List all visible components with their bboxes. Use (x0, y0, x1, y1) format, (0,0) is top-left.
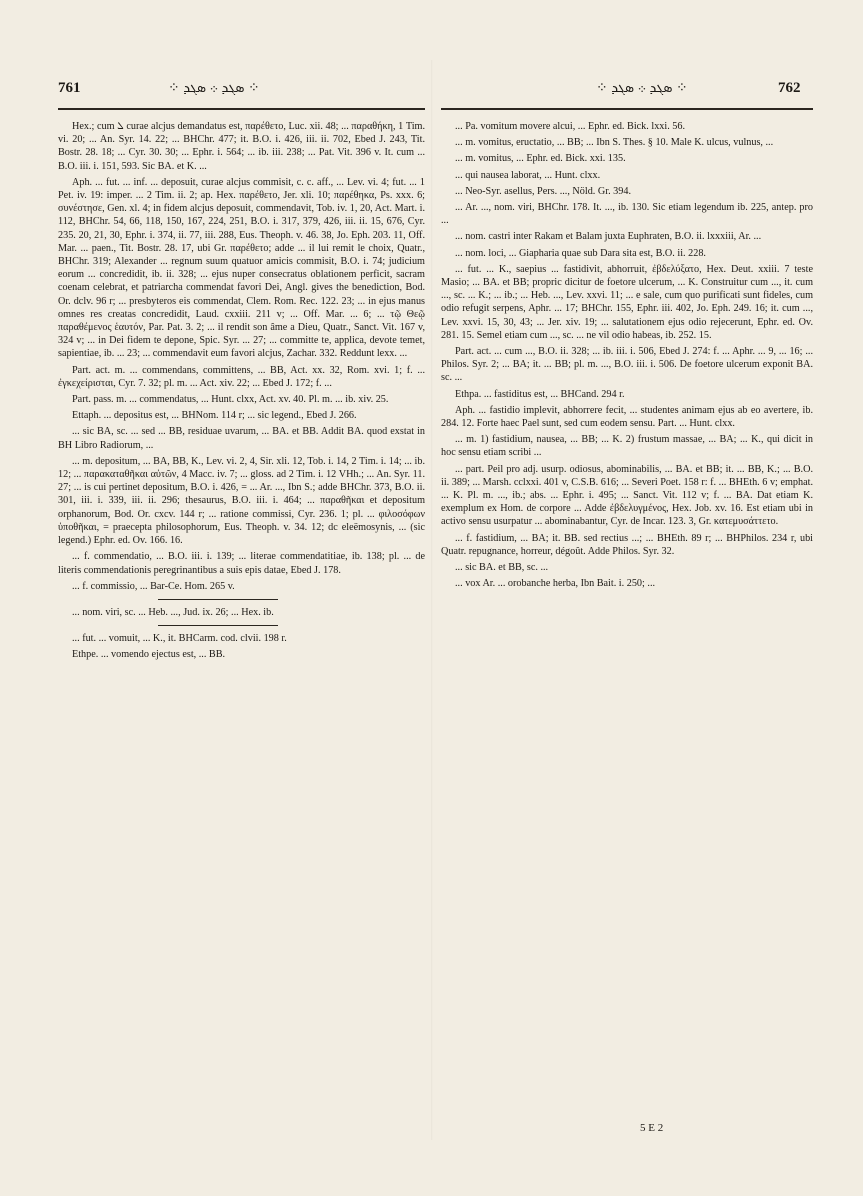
entry-paragraph: ... f. commendatio, ... B.O. iii. i. 139; ... literae commendatitiae, ib. 138; pl. ... de literis commendationis peregrinantibus a suis epis datae, Ebed J. 178. (58, 551, 425, 576)
entry-paragraph: ... nom. loci, ... Giapharia quae sub Dara sita est, B.O. ii. 228. (455, 247, 706, 259)
entry-paragraph: ... m. 1) fastidium, nausea, ... BB; ... K. 2) frustum massae, ... BA; ... K., qui dicit in hoc sensu etiam scribi ... (441, 434, 813, 459)
section-divider (158, 599, 278, 600)
entry-paragraph: ... Ar. ..., nom. viri, BHChr. 178. It. ..., ib. 130. Sic etiam legendum ib. 225, antep. pro ... (441, 202, 813, 227)
entry-paragraph: ... m. vomitus, ... Ephr. ed. Bick. xxi. 135. (455, 153, 626, 165)
right-page-number: 762 (778, 80, 801, 96)
entry-paragraph: ... part. Peil pro adj. usurp. odiosus, abominabilis, ... BA. et BB; it. ... BB, K.; ... B.O. ii. 389; ... Marsh. cclxxi. 401 v, C.S.B. 616; ... Severi Poet. 158 r: f. ... BHEth. 6 v; emphat. ... K. Pl. m. ..., ib.; abs. ... Ephr. i. 495; ... Sanct. Vit. 112 v; f. ... BA. Dat etiam K. exemplum ex Hom. de corpore ... Adde ἐβδελυγμένος, Hex. Job. xv. 16. Est etiam ubi in activo sensu usurpatur ... abominabantur, Cyr. de Incar. 123. 3, Gr. κατεμυσάττετο. (441, 463, 813, 528)
right-column (441, 120, 813, 1120)
section-divider (158, 625, 278, 626)
entry-paragraph: ... fut. ... K., saepius ... fastidivit, abhorruit, ἐβδελύξατο, Hex. Deut. xxiii. 7 teste Masio; ... BA. et BB; propric dicitur de foetore ulcerum, ... K. Construitur cum ..., it. cum ..., sc. ... K.; ... ib.; ... Heb. ..., Lev. xxvi. 11; ... e sale, cum quo purificati sunt fideles, cum odio refugit serpens, Aphr. ... 17; BHChr. 155, Ephr. iii. 402, Jo. Eph. 249. 16; it. cum ..., Lev. xxvi. 15, 30, 43; ... Jer. xiv. 19; ... salutationem ejus odio rejecerunt, Ephr. ed. Ov. 281. 15. Semel etiam cum ..., sc. ... ne vil odio habeas, ib. 252. 15. (441, 263, 813, 341)
entry-paragraph: ... m. vomitus, eructatio, ... BB; ... Ibn S. Thes. § 10. Male K. ulcus, vulnus, ... (455, 137, 774, 149)
left-running-head: ⁘ ܣܓܕ ܀ ܣܓܕ ⁘ (168, 81, 260, 96)
right-running-head: ⁘ ܣܓܕ ܀ ܣܓܕ ⁘ (596, 81, 688, 96)
column-gutter (431, 60, 433, 1140)
entry-paragraph: ... qui nausea laborat, ... Hunt. clxx. (455, 169, 601, 181)
entry-paragraph: ... nom. viri, sc. ... Heb. ..., Jud. ix. 26; ... Hex. ib. (72, 606, 274, 618)
entry-paragraph: ... m. depositum, ... BA, BB, K., Lev. vi. 2, 4, Sir. xli. 12, Tob. i. 14, 2 Tim. i. 14; ... ib. 12; ... παρακαταθῆκαι αὐτῶν, 4 Macc. iv. 7; ... gloss. ad 2 Tim. i. 12 VHh.; ... An. Syr. 11. 27; ... is cui pertinet depositum, B.O. i. 426, = ... Ar. ..., Ibn S.; adde BHChr. 373, B.O. ii. 301, iii. i. 339, iii. ii. 296; thesaurus, B.O. iii. i. 464; ... παραθῆκαι et depositum orphanorum, Bod. Or. cxcv. 144 r; ... ratione commissi, Cyr. 236. 1; pl. ... φιλοσόφων ὑποθῆκαι, = praecepta philosophorum, Eus. Theoph. v. 34. 12; dc eleëmosynis, ... (sic legend.) Ephr. ed. Ov. 166. 16. (58, 455, 425, 547)
entry-paragraph: ... sic BA, sc. ... sed ... BB, residuae uvarum, ... BA. et BB. Addit BA. quod exstat in BH Libro Radiorum, ... (58, 426, 425, 451)
printer-signature: 5 E 2 (640, 1122, 664, 1134)
left-column (58, 120, 425, 1120)
entry-paragraph: Hex.; cum ܠ curae alcjus demandatus est, παρέθετο, Luc. xii. 48; ... παραθήκη, 1 Tim. vi. 20; ... An. Syr. 14. 22; ... BHChr. 477; it. B.O. i. 426, iii. ii. 702, Ebed J. 243, Tit. Bostr. 28. 18; ... Cyr. 30. 30; ... Ephr. i. 564; ... ib. iii. 238; ... Pat. Vit. 396 v. It. cum ... B.O. iii. i. 151, 593. Sic BA. et K. ... (58, 121, 425, 172)
entry-paragraph: Ettaph. ... depositus est, ... BHNom. 114 r; ... sic legend., Ebed J. 266. (72, 410, 357, 422)
entry-paragraph: Part. act. ... cum ..., B.O. ii. 328; ... ib. iii. i. 506, Ebed J. 274: f. ... Aphr. ... 9, ... 16; ... Philos. Syr. 2; ... BA; it. ... BB; pl. m. ..., B.O. iii. i. 506. De foetore ulcerum exponit BA. sc. ... (441, 346, 813, 384)
entry-paragraph: ... fut. ... vomuit, ... K., it. BHCarm. cod. clvii. 198 r. (72, 633, 287, 645)
entry-paragraph: Part. act. m. ... commendans, committens, ... BB, Act. xx. 32, Rom. xvi. 1; f. ... ἐγκεχείρισται, Cyr. 7. 32; pl. m. ... Act. xiv. 22; ... Ebed J. 172; f. ... (58, 364, 425, 389)
entry-paragraph: Ethpe. ... vomendo ejectus est, ... BB. (72, 649, 226, 661)
entry-paragraph: ... f. commissio, ... Bar-Ce. Hom. 265 v. (72, 580, 235, 592)
entry-paragraph: ... sic BA. et BB, sc. ... (455, 562, 549, 574)
entry-paragraph: Aph. ... fastidio implevit, abhorrere fecit, ... studentes animam ejus ab eo avertere, ib. 284. 12. Forte haec Pael sunt, sed cum eodem sensu. Part. ... Hunt. clxx. (441, 404, 813, 430)
entry-paragraph: Part. pass. m. ... commendatus, ... Hunt. clxx, Act. xv. 40. Pl. m. ... ib. xiv. 25. (72, 394, 389, 406)
left-page-number: 761 (58, 80, 81, 96)
entry-paragraph: ... vox Ar. ... orobanche herba, Ibn Bait. i. 250; ... (455, 578, 656, 590)
entry-paragraph: ... f. fastidium, ... BA; it. BB. sed rectius ...; ... BHEth. 89 r; ... BHPhilos. 234 r, ubi Quatr. repugnance, horreur, dégoût. Adde Philos. Syr. 32. (441, 532, 813, 557)
entry-paragraph: ... Pa. vomitum movere alcui, ... Ephr. ed. Bick. lxxi. 56. (455, 121, 686, 132)
entry-paragraph: ... nom. castri inter Rakam et Balam juxta Euphraten, B.O. ii. lxxxiii, Ar. ... (455, 231, 762, 243)
right-header-rule (441, 108, 813, 110)
left-header-rule (58, 108, 425, 110)
entry-paragraph: Ethpa. ... fastiditus est, ... BHCand. 294 r. (455, 388, 625, 400)
entry-paragraph: Aph. ... fut. ... inf. ... deposuit, curae alcjus commisit, c. c. aff., ... Lev. vi. 4; fut. ... 1 Pet. iv. 19: imper. ... 2 Tim. ii. 2; ap. Hex. παρέθετο, Jer. xli. 10; παρέθηκα, Ps. xxx. 6; συνέστησε, Gen. xl. 4; in fidem alcjus deposuit, commendavit, Tob. iv. 1, 20, Act. Mart. i. 112, BHChr. 54, 66, 118, 150, 167, 224, 251, B.O. i. 317, 379, 426, iii. ii. 15, 676, Cyr. 235. 20, 21, 30, Ephr. i. 374, ii. 77, iii. 288, Eus. Theoph. v. 46. 38, Jo. Eph. 203. 11, Off. Mar. ... paen., Tit. Bostr. 28. 17, ubi Gr. παρέθετο; adde ... il lui remit le choix, Quatr., BHChr. 319; Alexander ... regnum suum quatuor amicis commisit, B.O. i. 74; judicium eorum ... concredidit, ib. ii. 328; ... ejus nuper consecratus oblationem perficit, sacram coenam celebrat, et patriarcha commendat favori Dei, Angl. gives the benediction, Bod. Or. dclv. 96 r; ... presbyteros eis commendat, Clem. Rom. Rec. 122. 23; ... in ejus manus omnes res creatas concredidit, Laud. cxxiii. 211 v; ... Off. Mar. ... 6; ... τῷ Θεῷ παραθέμενος ἑαυτόν, Par. Pat. 3. 2; ... il rendit son âme a Dieu, Quatr., Sanct. Vit. 167 v, 324 v; ... in Dei fidem te depone, Spic. Syr. ... 27; ... committe te, applica, devote temet, sapientiae, ib. ... 23; ... commendavit eum favori alcjus, Zachar. 332. Reddunt lexx. ... (58, 176, 425, 360)
entry-paragraph: ... Neo-Syr. asellus, Pers. ..., Nöld. Gr. 394. (455, 185, 632, 197)
